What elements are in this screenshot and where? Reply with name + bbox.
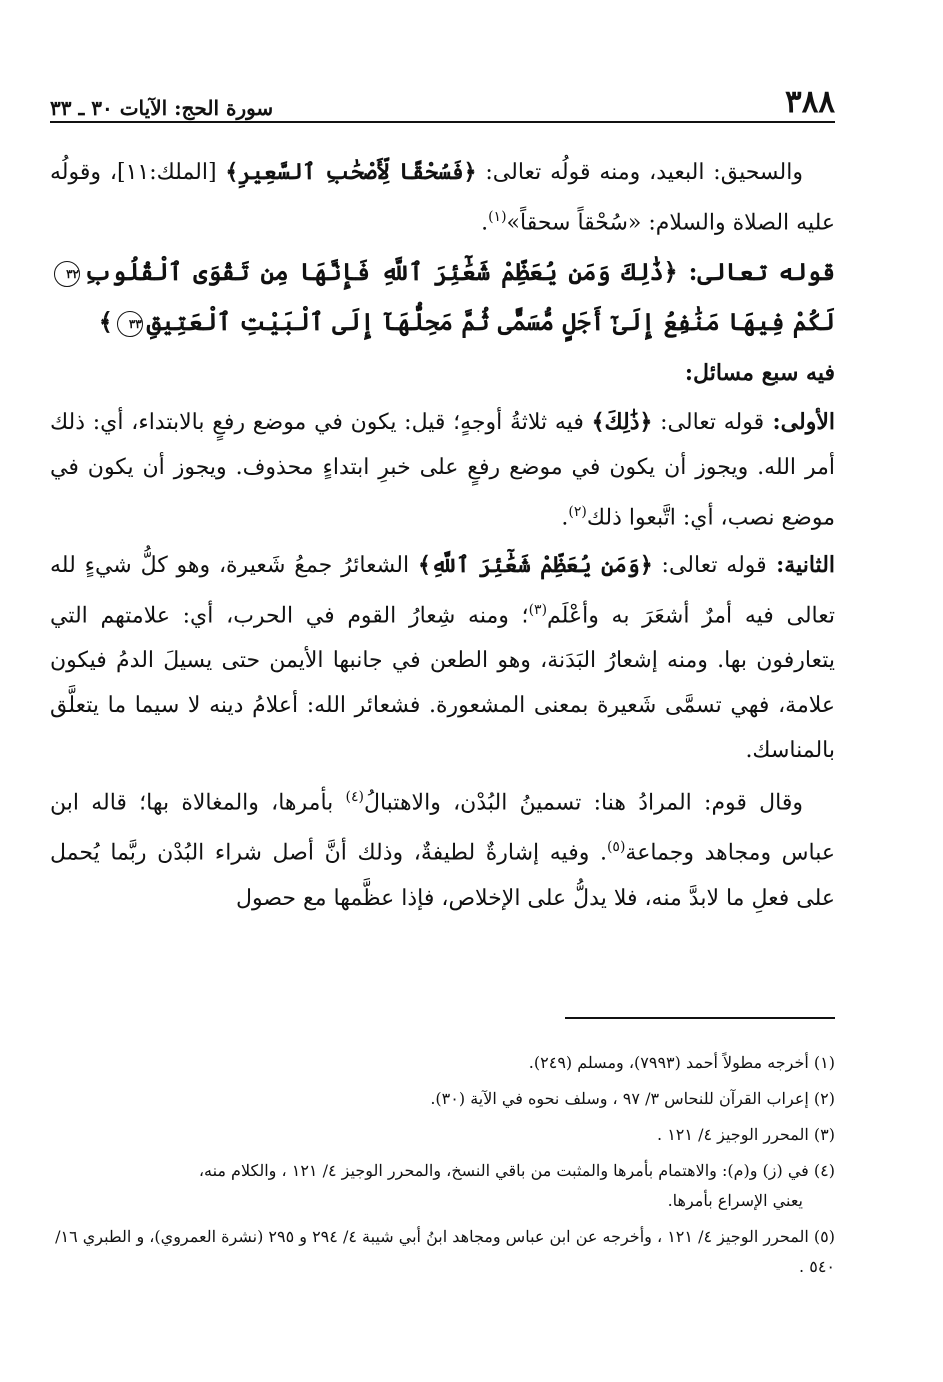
paragraph-some-said [50,775,835,921]
footnote-ref-4[interactable]: (٤) [345,788,364,805]
verse-text-a: ﴿ذَٰلِكَ وَمَن يُعَظِّمْ شَعَٰٓئِرَ ٱللَّهِ فَإِنَّهَا مِن تَقْوَى ٱلْقُلُوبِ [84,257,678,287]
p1-text-b: [الملك:١١]، وقولُه عليه الصلاة والسلام: «سُحْقاً سحقاً» [50,160,835,236]
footnote-4-continuation: يعني الإسراع بأمرها. [667,1191,803,1210]
p1-text-a: والسحيق: البعيد، ومنه قولُه تعالى: [476,160,803,185]
verse-close-bracket: ﴾ [98,307,113,337]
p1-end: . [481,210,489,236]
footnote-4-text: (٤) في (ز) و(م): والاهتمام بأمرها والمثبت من باقي النسخ، والمحرر الوجيز ٤/ ١٢١ ، والكلام منه، [198,1161,835,1180]
p6-text-b: بأمرها، والمغالاة بها؛ قاله ابن عباس ومجاهد وجماعة [50,790,835,866]
footnote-4 [50,1156,835,1216]
paragraph-sahiq [50,150,835,245]
p5-text-a: قوله تعالى: [652,552,767,578]
verse-heading [50,247,835,347]
quran-quote: ﴿وَمَن يُعَظِّمْ شَعَٰٓئِرَ ٱللَّهِ﴾ [417,551,653,578]
running-title: سورة الحج: الآيات ٣٠ ـ ٣٣ [50,96,274,120]
p6-text-c: . وفيه إشارةٌ لطيفةٌ، وذلك أنَّ أصل شراء البُدْن ربَّما يُحمل على فعلِ ما لابدَّ منه، فلا يدلُّ على الإخلاص، فإذا عظَّمها مع حصول [50,840,835,911]
ayah-number-marker: ٣٣ [117,311,143,337]
p6-text-a: وقال قوم: المرادُ هنا: تسمينُ البُدْن، والاهتبالُ [363,790,804,816]
footnote-ref-3[interactable]: (٣) [528,601,548,618]
footnote-ref-1[interactable]: (١) [488,209,507,225]
footnote-5: (٥) المحرر الوجيز ٤/ ١٢١ ، وأخرجه عن ابن عباس ومجاهد ابنُ أبي شيبة ٤/ ٢٩٤ و ٢٩٥ (نشرة العمروي)، و الطبري ١٦/ ٥٤٠ . [55,1227,835,1276]
p4-end: . [561,505,569,531]
p4-text-a: قوله تعالى: [652,410,765,436]
paragraph-first-issue [50,400,835,540]
footnote-3: (٣) المحرر الوجيز ٤/ ١٢١ . [657,1125,835,1144]
footnotes [50,1048,835,1288]
footnote-1: (١) أخرجه مطولاً أحمد (٧٩٩٣)، ومسلم (٢٤٩). [528,1053,835,1072]
book-page [50,0,835,1382]
footnote-ref-5[interactable]: (٥) [606,839,626,856]
footnote-separator [565,1017,835,1019]
ayah-number-marker: ٣٢ [54,261,80,287]
paragraph-second-issue [50,543,835,773]
quran-quote: ﴿ذَٰلِكَ﴾ [591,409,653,436]
footnote-2: (٢) إعراب القرآن للنحاس ٣/ ٩٧ ، وسلف نحوه في الآية (٣٠). [430,1089,835,1108]
footnote-ref-2[interactable]: (٢) [568,504,587,521]
verse-text-b: لَكُمْ فِيهَا مَنَٰفِعُ إِلَىٰٓ أَجَلٍ مُّسَمًّى ثُمَّ مَحِلُّهَآ إِلَى ٱلْبَيْتِ ٱلْعَتِيقِ [146,307,835,337]
page-number: ٣٨٨ [785,84,835,120]
header-rule [50,121,835,123]
quran-quote: ﴿فَسُحْقًا لِّأَصْحَٰبِ ٱلسَّعِيرِ﴾ [225,159,477,185]
second-issue-label: الثانية: [766,551,836,578]
main-text [50,150,835,923]
p4-text-b: فيه ثلاثةُ أوجهٍ؛ قيل: يكون في موضع رفعٍ بالابتداء، أي: ذلك أمر الله. ويجوز أن يكون في موضع رفعٍ على خبرِ ابتداءٍ محذوف. ويجوز أن يكون في موضع نصب، أي: اتَّبعوا ذلك [50,410,835,531]
issues-heading: فيه سبع مسائل: [684,360,835,387]
p5-text-b: الشعائرُ جمعُ شَعيرة، وهو كلُّ شيءٍ لله تعالى فيه أمرٌ أشعَرَ به وأعْلَم [50,552,835,628]
first-issue-label: الأولى: [764,409,835,436]
p5-text-c: ؛ ومنه شِعارُ القوم في الحرب، أي: علامتهم التي يتعارفون بها. ومنه إشعارُ البَدَنة، وهو الطعن في جانبها الأيمن حتى يسيلَ الدمُ فيكون علامة، فهي تسمَّى شَعيرة بمعنى المشعورة. فشعائر الله: أعلامُ دينه لا سيما ما يتعلَّق بالمناسك. [50,602,835,763]
page-header [50,78,835,118]
verse-lead: قوله تعالى: [677,257,836,287]
